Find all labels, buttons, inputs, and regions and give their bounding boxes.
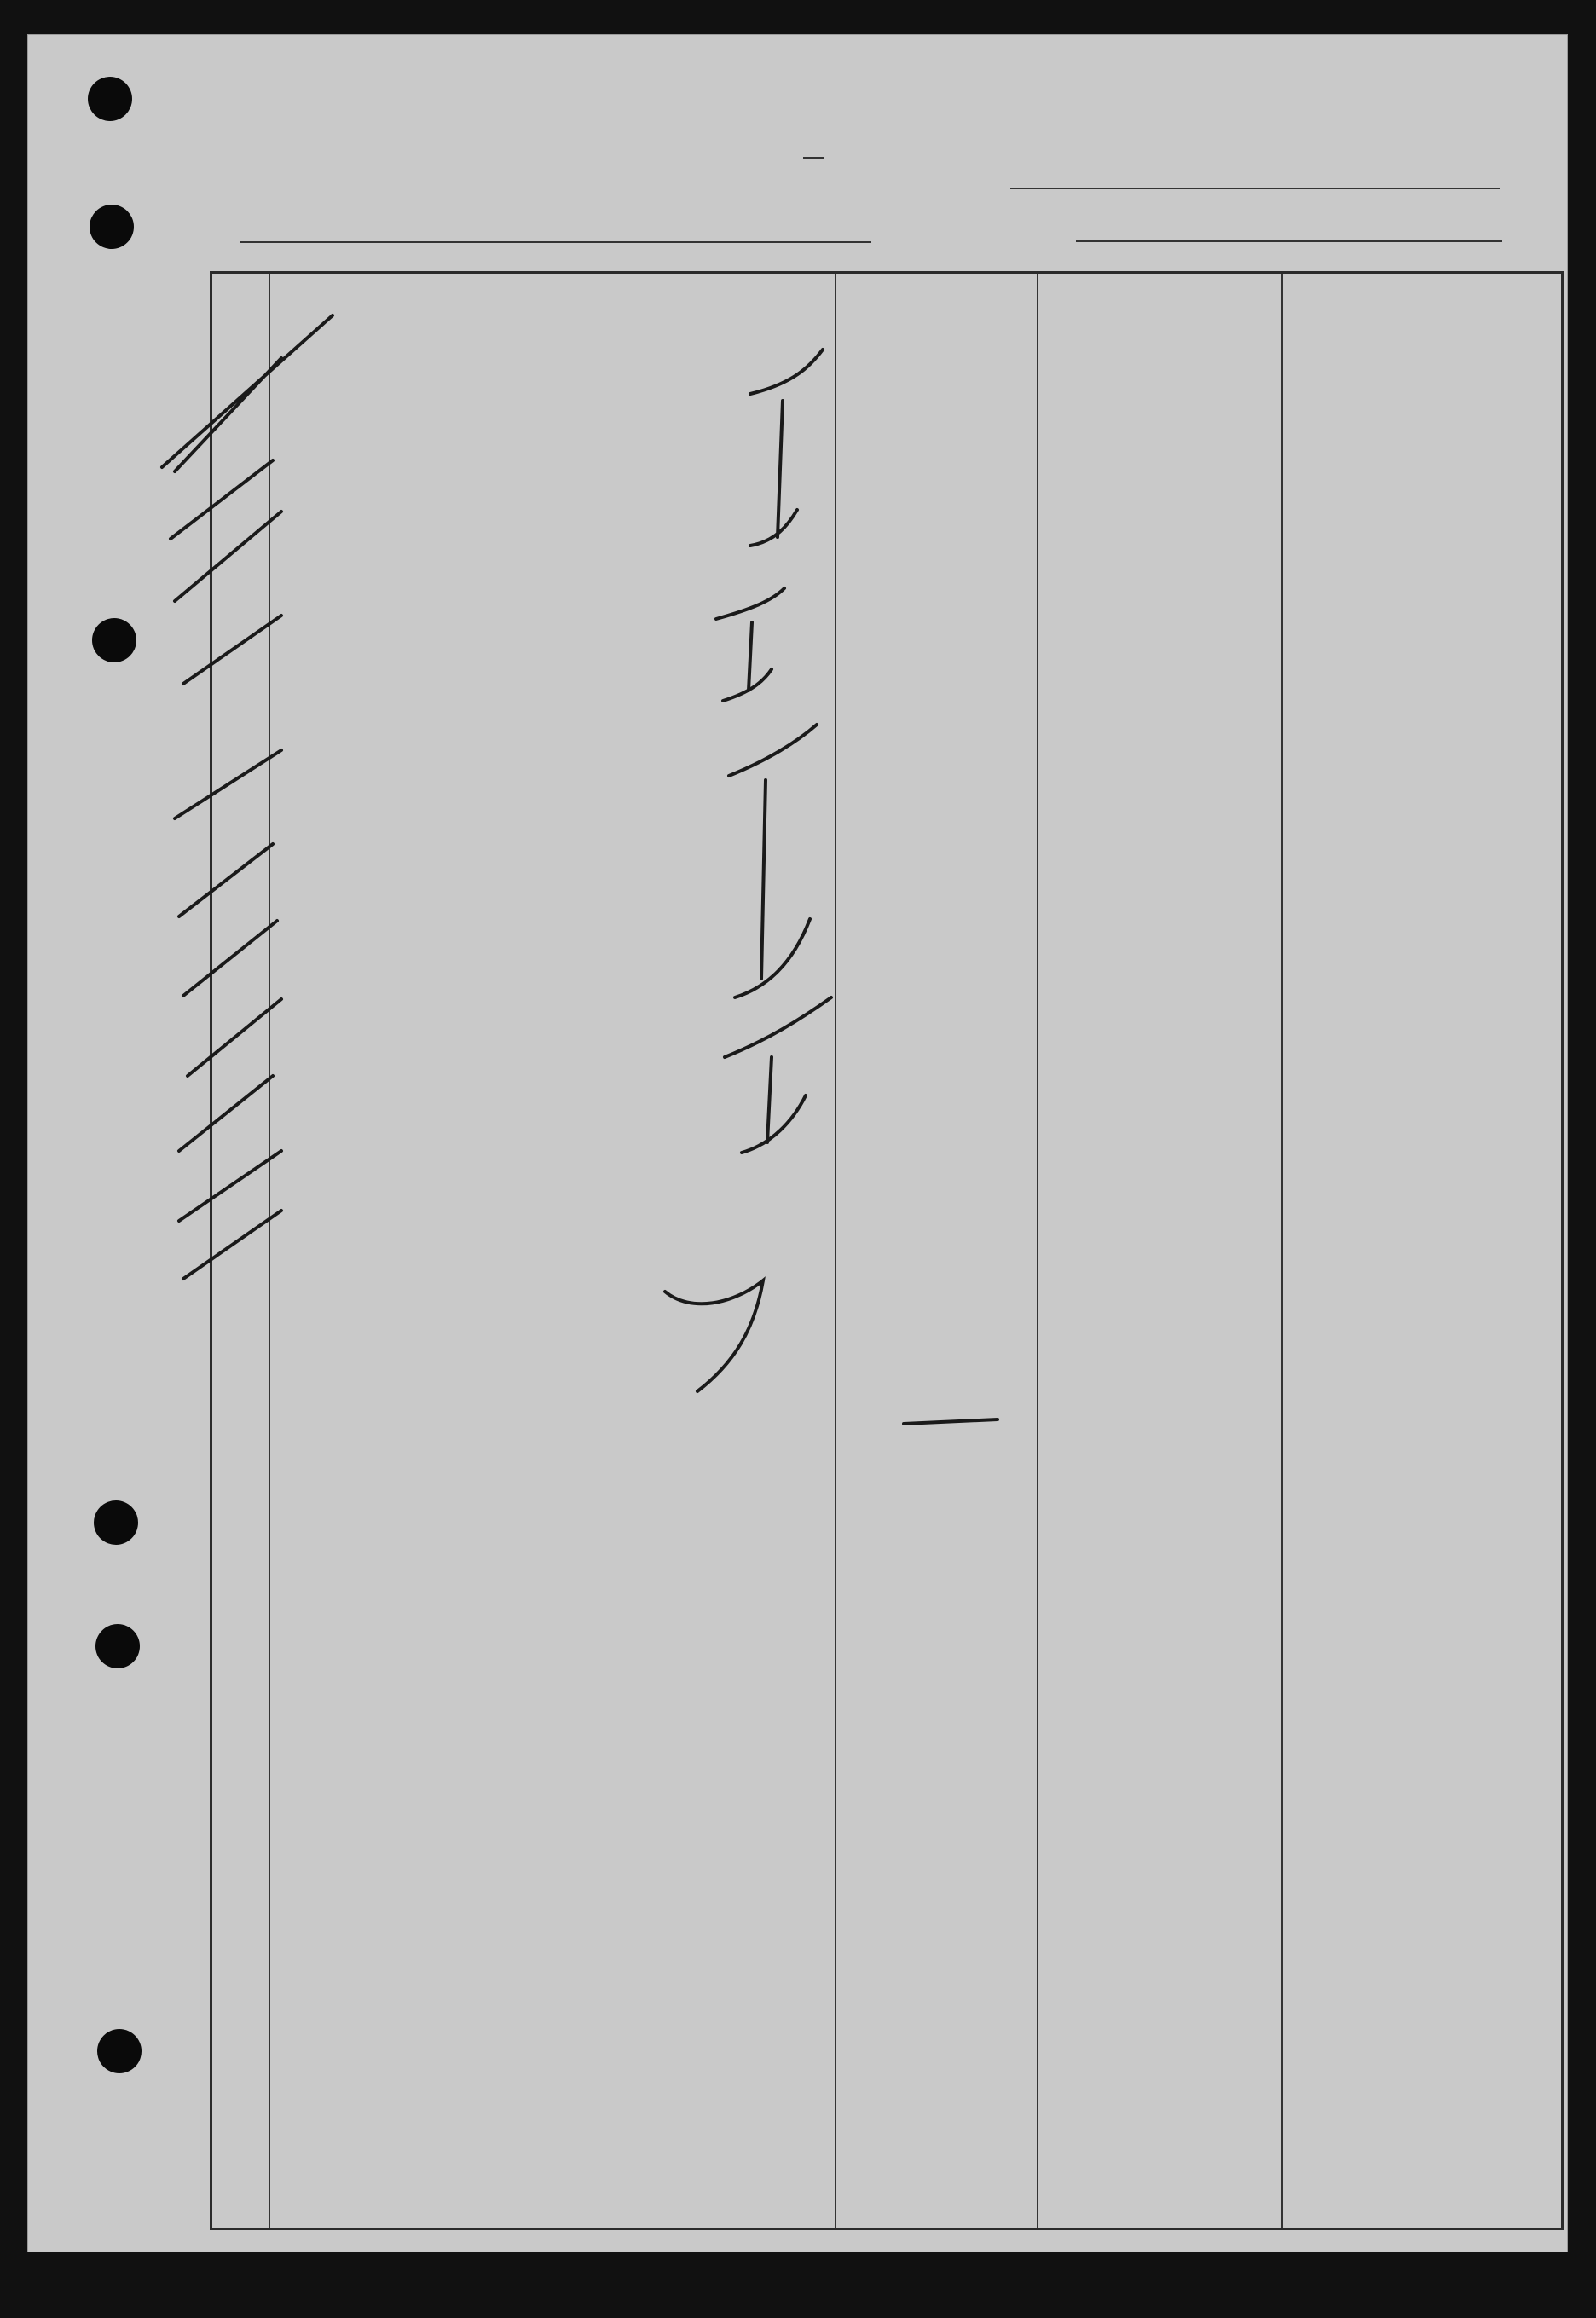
column-divider xyxy=(269,274,270,2228)
column-divider xyxy=(1281,274,1283,2228)
vessel-line xyxy=(240,241,871,243)
column-divider xyxy=(1037,274,1038,2228)
binder-hole xyxy=(94,1500,138,1545)
arriving-line xyxy=(1076,240,1502,242)
from-line xyxy=(1010,188,1500,189)
binder-hole xyxy=(90,205,134,249)
passenger-table xyxy=(210,271,1564,2230)
binder-hole xyxy=(88,77,132,121)
binder-hole xyxy=(92,618,136,662)
column-divider xyxy=(835,274,836,2228)
binder-hole xyxy=(97,2029,142,2073)
binder-hole xyxy=(95,1624,140,1668)
class-value xyxy=(803,157,824,159)
